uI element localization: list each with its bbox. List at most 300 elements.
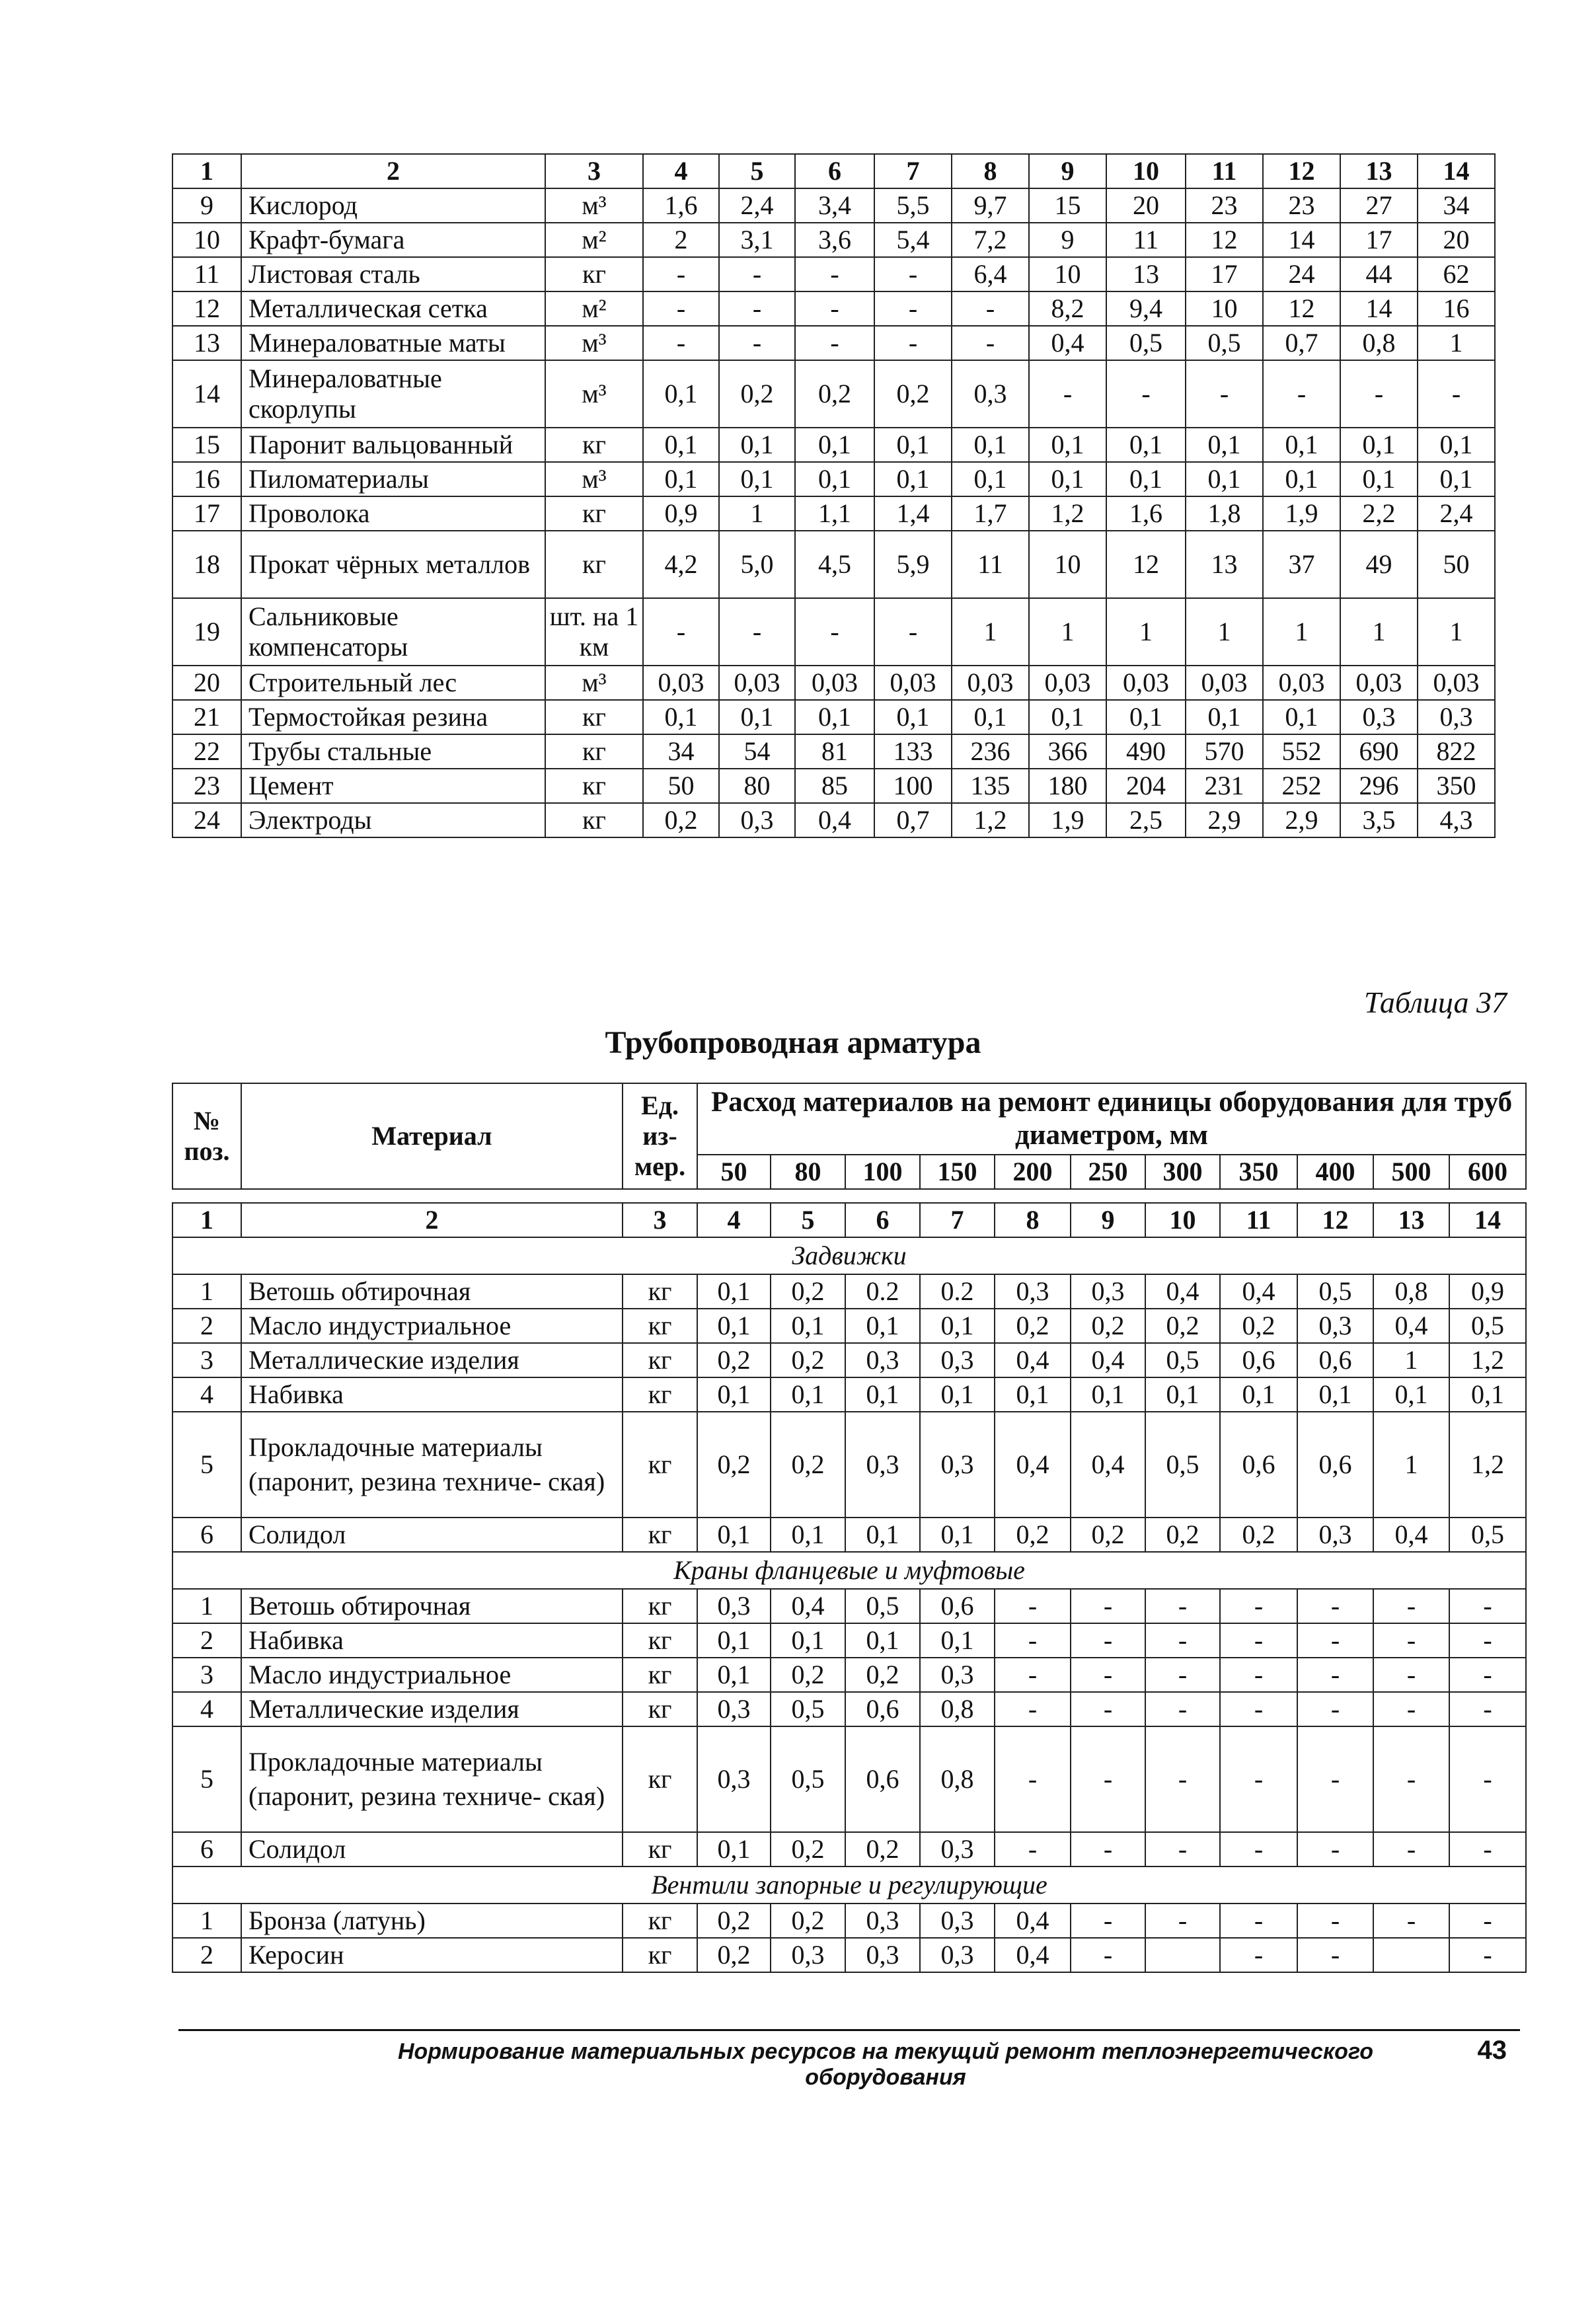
value-cell: 0,1 xyxy=(1449,1377,1526,1412)
value-cell: 0,1 xyxy=(1029,462,1106,496)
value-cell: 0,1 xyxy=(920,1518,995,1552)
row-number: 22 xyxy=(172,734,241,769)
value-cell: 0,2 xyxy=(1071,1309,1145,1343)
table-row xyxy=(172,1904,1526,1938)
value-cell: 0,2 xyxy=(995,1518,1071,1552)
value-cell: - xyxy=(1071,1658,1145,1692)
value-cell: 1,2 xyxy=(1029,496,1106,531)
value-cell: 0,4 xyxy=(1029,326,1106,360)
value-cell: - xyxy=(1071,1726,1145,1832)
value-cell: 54 xyxy=(719,734,795,769)
diameter-header: 80 xyxy=(771,1155,845,1189)
value-cell: 50 xyxy=(1418,531,1495,598)
table-row xyxy=(172,223,1572,257)
value-cell: - xyxy=(1220,1832,1297,1866)
table-row xyxy=(172,291,1572,326)
value-cell: - xyxy=(1449,1832,1526,1866)
material-name: Ветошь обтирочная xyxy=(241,1274,623,1309)
column-number: 11 xyxy=(1220,1203,1297,1237)
table-row xyxy=(172,1726,1526,1832)
value-cell: 20 xyxy=(1106,188,1186,223)
material-name: Набивка xyxy=(241,1623,623,1658)
head-material: Материал xyxy=(241,1083,623,1189)
value-cell: - xyxy=(1449,1938,1526,1972)
column-number: 1 xyxy=(172,154,241,188)
value-cell: 1 xyxy=(1418,326,1495,360)
value-cell: 0,3 xyxy=(920,1343,995,1377)
value-cell: 0,9 xyxy=(643,496,719,531)
material-name: Бронза (латунь) xyxy=(241,1904,623,1938)
diameter-header: 250 xyxy=(1071,1155,1145,1189)
value-cell: - xyxy=(1449,1692,1526,1726)
value-cell: 0,03 xyxy=(719,666,795,700)
table-row xyxy=(172,531,1572,598)
value-cell: - xyxy=(643,598,719,666)
value-cell: 4,3 xyxy=(1418,803,1495,837)
value-cell: 2,5 xyxy=(1106,803,1186,837)
value-cell: 0,3 xyxy=(920,1832,995,1866)
value-cell: 236 xyxy=(952,734,1029,769)
diameter-header: 400 xyxy=(1297,1155,1373,1189)
value-cell: 17 xyxy=(1340,223,1418,257)
value-cell: 0,03 xyxy=(1186,666,1263,700)
value-cell: 0,2 xyxy=(1071,1518,1145,1552)
column-number: 4 xyxy=(697,1203,771,1237)
unit: кг xyxy=(623,1589,697,1623)
table-row xyxy=(172,598,1572,666)
value-cell: 0.2 xyxy=(845,1274,920,1309)
column-number: 8 xyxy=(995,1203,1071,1237)
value-cell: 0,2 xyxy=(697,1938,771,1972)
value-cell: 0,3 xyxy=(1340,700,1418,734)
value-cell: - xyxy=(719,598,795,666)
materials-table-continued xyxy=(172,153,1573,838)
unit: кг xyxy=(545,531,643,598)
row-number: 16 xyxy=(172,462,241,496)
material-name: Металлические изделия xyxy=(241,1343,623,1377)
value-cell: - xyxy=(795,326,874,360)
section-row xyxy=(172,1237,1526,1274)
value-cell: - xyxy=(874,291,952,326)
value-cell: 0,1 xyxy=(771,1377,845,1412)
value-cell: 3,1 xyxy=(719,223,795,257)
table-row xyxy=(172,326,1572,360)
value-cell: 4,2 xyxy=(643,531,719,598)
value-cell: 0,8 xyxy=(920,1726,995,1832)
column-number: 8 xyxy=(952,154,1029,188)
value-cell: 0,3 xyxy=(995,1274,1071,1309)
value-cell: 0,3 xyxy=(952,360,1029,428)
value-cell: 10 xyxy=(1186,291,1263,326)
value-cell: - xyxy=(1297,1589,1373,1623)
value-cell: 1,8 xyxy=(1186,496,1263,531)
column-number: 2 xyxy=(241,154,545,188)
value-cell: 0,2 xyxy=(643,803,719,837)
value-cell: 0,4 xyxy=(1145,1274,1220,1309)
value-cell: 0,1 xyxy=(845,1309,920,1343)
value-cell: 0.2 xyxy=(920,1274,995,1309)
value-cell: 0,6 xyxy=(920,1589,995,1623)
table-row xyxy=(172,462,1572,496)
column-number: 2 xyxy=(241,1203,623,1237)
value-cell: 0,2 xyxy=(697,1412,771,1518)
value-cell: - xyxy=(1220,1589,1297,1623)
row-number: 12 xyxy=(172,291,241,326)
value-cell: 0,6 xyxy=(1297,1412,1373,1518)
row-number: 3 xyxy=(172,1658,241,1692)
material-name: Термостойкая резина xyxy=(241,700,545,734)
section-row xyxy=(172,1552,1526,1589)
value-cell: 0,3 xyxy=(1418,700,1495,734)
table-row xyxy=(172,1377,1526,1412)
value-cell: 12 xyxy=(1106,531,1186,598)
value-cell: 0,2 xyxy=(1220,1309,1297,1343)
value-cell: 0,1 xyxy=(1145,1377,1220,1412)
value-cell: 1,6 xyxy=(1106,496,1186,531)
value-cell: 1 xyxy=(1186,598,1263,666)
column-number: 13 xyxy=(1340,154,1418,188)
value-cell: 0,3 xyxy=(697,1726,771,1832)
value-cell: 1,1 xyxy=(795,496,874,531)
value-cell: 13 xyxy=(1106,257,1186,291)
unit: кг xyxy=(623,1623,697,1658)
value-cell: - xyxy=(1340,360,1418,428)
table-row xyxy=(172,700,1572,734)
value-cell: 81 xyxy=(795,734,874,769)
value-cell: 350 xyxy=(1418,769,1495,803)
diameter-header: 500 xyxy=(1373,1155,1449,1189)
value-cell: 0,1 xyxy=(1418,462,1495,496)
table-row xyxy=(172,1274,1526,1309)
value-cell: 0,5 xyxy=(1106,326,1186,360)
row-number: 2 xyxy=(172,1623,241,1658)
value-cell: - xyxy=(1297,1904,1373,1938)
value-cell: 0,6 xyxy=(845,1692,920,1726)
value-cell: 0,1 xyxy=(697,1377,771,1412)
value-cell: 9,4 xyxy=(1106,291,1186,326)
value-cell: 0,5 xyxy=(771,1726,845,1832)
value-cell: 2 xyxy=(643,223,719,257)
value-cell: 0,1 xyxy=(697,1623,771,1658)
column-number: 10 xyxy=(1145,1203,1220,1237)
value-cell: 0,3 xyxy=(845,1343,920,1377)
unit: кг xyxy=(623,1658,697,1692)
column-number: 10 xyxy=(1106,154,1186,188)
column-number: 4 xyxy=(643,154,719,188)
column-number: 5 xyxy=(719,154,795,188)
value-cell: - xyxy=(1071,1692,1145,1726)
value-cell: - xyxy=(643,257,719,291)
value-cell: 9,7 xyxy=(952,188,1029,223)
value-cell: - xyxy=(1449,1623,1526,1658)
row-number: 13 xyxy=(172,326,241,360)
value-cell: 0,4 xyxy=(771,1589,845,1623)
row-number: 11 xyxy=(172,257,241,291)
value-cell: 1,9 xyxy=(1263,496,1340,531)
value-cell: 0,4 xyxy=(1071,1412,1145,1518)
value-cell: 204 xyxy=(1106,769,1186,803)
value-cell: 0,1 xyxy=(1106,462,1186,496)
value-cell: 0,3 xyxy=(920,1412,995,1518)
value-cell: 0,1 xyxy=(995,1377,1071,1412)
value-cell: 0,3 xyxy=(771,1938,845,1972)
value-cell: 0,5 xyxy=(1297,1274,1373,1309)
value-cell: 0,2 xyxy=(771,1658,845,1692)
value-cell: - xyxy=(1145,1726,1220,1832)
value-cell: 0,4 xyxy=(1220,1274,1297,1309)
value-cell: 10 xyxy=(1029,257,1106,291)
material-name: Паронит вальцованный xyxy=(241,428,545,462)
material-name: Металлическая сетка xyxy=(241,291,545,326)
value-cell: 0,1 xyxy=(1263,462,1340,496)
value-cell: 16 xyxy=(1418,291,1495,326)
value-cell: 0,03 xyxy=(874,666,952,700)
value-cell: - xyxy=(795,291,874,326)
value-cell: 0,1 xyxy=(643,700,719,734)
material-name: Проволока xyxy=(241,496,545,531)
unit: м³ xyxy=(545,188,643,223)
value-cell: 0,3 xyxy=(845,1412,920,1518)
value-cell: 0,1 xyxy=(1340,462,1418,496)
value-cell: 0,1 xyxy=(697,1518,771,1552)
value-cell: 0,3 xyxy=(845,1938,920,1972)
value-cell: 366 xyxy=(1029,734,1106,769)
value-cell: 0,1 xyxy=(1418,428,1495,462)
value-cell: 0,1 xyxy=(1106,700,1186,734)
material-name: Строительный лес xyxy=(241,666,545,700)
value-cell: 0,2 xyxy=(771,1412,845,1518)
unit: кг xyxy=(545,734,643,769)
value-cell: 0,2 xyxy=(697,1343,771,1377)
value-cell: 0,4 xyxy=(995,1938,1071,1972)
row-number: 24 xyxy=(172,803,241,837)
table-row xyxy=(172,496,1572,531)
value-cell: 180 xyxy=(1029,769,1106,803)
value-cell: 822 xyxy=(1418,734,1495,769)
value-cell: 0,1 xyxy=(845,1623,920,1658)
unit: кг xyxy=(545,496,643,531)
material-name: Металлические изделия xyxy=(241,1692,623,1726)
value-cell: 0,1 xyxy=(920,1623,995,1658)
value-cell: - xyxy=(952,291,1029,326)
value-cell: - xyxy=(1297,1726,1373,1832)
value-cell: - xyxy=(1071,1589,1145,1623)
unit: м³ xyxy=(545,462,643,496)
column-number: 3 xyxy=(623,1203,697,1237)
value-cell: 0,1 xyxy=(643,360,719,428)
value-cell: 0,8 xyxy=(920,1692,995,1726)
value-cell: 0,1 xyxy=(1297,1377,1373,1412)
material-name: Керосин xyxy=(241,1938,623,1972)
value-cell: 100 xyxy=(874,769,952,803)
value-cell: 44 xyxy=(1340,257,1418,291)
diameter-header: 300 xyxy=(1145,1155,1220,1189)
value-cell: - xyxy=(1220,1692,1297,1726)
value-cell: 12 xyxy=(1186,223,1263,257)
value-cell: 0,1 xyxy=(1186,700,1263,734)
value-cell: - xyxy=(874,326,952,360)
head-pos: № поз. xyxy=(172,1083,241,1189)
value-cell xyxy=(1373,1938,1449,1972)
value-cell: 1,2 xyxy=(952,803,1029,837)
value-cell: 0,1 xyxy=(1220,1377,1297,1412)
value-cell: 3,5 xyxy=(1340,803,1418,837)
section-title: Вентили запорные и регулирующие xyxy=(172,1866,1526,1904)
value-cell: - xyxy=(1449,1589,1526,1623)
value-cell: 1 xyxy=(1340,598,1418,666)
value-cell: 1 xyxy=(719,496,795,531)
value-cell: 1,6 xyxy=(643,188,719,223)
column-number: 6 xyxy=(845,1203,920,1237)
value-cell: 0,1 xyxy=(952,462,1029,496)
value-cell: - xyxy=(1297,1623,1373,1658)
value-cell: 5,9 xyxy=(874,531,952,598)
value-cell: 0,2 xyxy=(719,360,795,428)
value-cell: 0,03 xyxy=(1263,666,1340,700)
material-name: Минераловатные маты xyxy=(241,326,545,360)
value-cell: 0,1 xyxy=(845,1377,920,1412)
value-cell: 0,03 xyxy=(1106,666,1186,700)
value-cell: - xyxy=(1220,1726,1297,1832)
value-cell: 570 xyxy=(1186,734,1263,769)
row-number: 6 xyxy=(172,1518,241,1552)
fittings-table xyxy=(172,1202,1527,1973)
value-cell: 10 xyxy=(1029,531,1106,598)
material-name: Солидол xyxy=(241,1832,623,1866)
value-cell: 0,5 xyxy=(771,1692,845,1726)
value-cell: 0,6 xyxy=(1297,1343,1373,1377)
value-cell: 0,1 xyxy=(697,1274,771,1309)
unit: кг xyxy=(623,1938,697,1972)
value-cell: 0,9 xyxy=(1449,1274,1526,1309)
column-number: 12 xyxy=(1297,1203,1373,1237)
value-cell: - xyxy=(1373,1623,1449,1658)
value-cell: 0,03 xyxy=(1029,666,1106,700)
unit: кг xyxy=(623,1832,697,1866)
value-cell: 0,1 xyxy=(697,1658,771,1692)
value-cell: - xyxy=(1220,1938,1297,1972)
section-title: Задвижки xyxy=(172,1237,1526,1274)
row-number: 6 xyxy=(172,1832,241,1866)
unit: кг xyxy=(623,1726,697,1832)
value-cell: - xyxy=(1071,1832,1145,1866)
value-cell: - xyxy=(1220,1904,1297,1938)
row-number: 18 xyxy=(172,531,241,598)
row-number: 17 xyxy=(172,496,241,531)
value-cell: 13 xyxy=(1186,531,1263,598)
value-cell: 5,4 xyxy=(874,223,952,257)
value-cell: 14 xyxy=(1263,223,1340,257)
value-cell: 0,4 xyxy=(995,1343,1071,1377)
table-row xyxy=(172,188,1572,223)
table-row xyxy=(172,1832,1526,1866)
value-cell: 0,03 xyxy=(1418,666,1495,700)
column-number: 9 xyxy=(1071,1203,1145,1237)
column-number: 7 xyxy=(920,1203,995,1237)
value-cell: 0,2 xyxy=(771,1343,845,1377)
value-cell: 0,1 xyxy=(920,1377,995,1412)
value-cell: 0,03 xyxy=(1340,666,1418,700)
diameter-header: 100 xyxy=(845,1155,920,1189)
value-cell: - xyxy=(643,291,719,326)
material-name: Минераловатные скорлупы xyxy=(241,360,545,428)
value-cell: 552 xyxy=(1263,734,1340,769)
value-cell: 0,4 xyxy=(1373,1518,1449,1552)
value-cell: 1 xyxy=(1029,598,1106,666)
diameter-header: 350 xyxy=(1220,1155,1297,1189)
column-number: 13 xyxy=(1373,1203,1449,1237)
value-cell: 1 xyxy=(1373,1412,1449,1518)
value-cell: 5,0 xyxy=(719,531,795,598)
value-cell: 0,2 xyxy=(995,1309,1071,1343)
section-title: Краны фланцевые и муфтовые xyxy=(172,1552,1526,1589)
value-cell: 1 xyxy=(1263,598,1340,666)
value-cell: 133 xyxy=(874,734,952,769)
value-cell: 0,1 xyxy=(1186,462,1263,496)
value-cell: 1,7 xyxy=(952,496,1029,531)
row-number: 3 xyxy=(172,1343,241,1377)
value-cell: - xyxy=(1373,1658,1449,1692)
value-cell: 0,3 xyxy=(1297,1518,1373,1552)
value-cell: 0,1 xyxy=(1340,428,1418,462)
value-cell: 17 xyxy=(1186,257,1263,291)
unit: кг xyxy=(623,1412,697,1518)
value-cell: - xyxy=(1071,1623,1145,1658)
row-number: 2 xyxy=(172,1309,241,1343)
value-cell: - xyxy=(1145,1589,1220,1623)
column-number: 5 xyxy=(771,1203,845,1237)
unit: кг xyxy=(623,1518,697,1552)
table-row xyxy=(172,1692,1526,1726)
value-cell: 0,3 xyxy=(845,1904,920,1938)
value-cell: - xyxy=(1220,1623,1297,1658)
value-cell: - xyxy=(995,1589,1071,1623)
value-cell: 0,1 xyxy=(920,1309,995,1343)
value-cell: 0,5 xyxy=(1449,1518,1526,1552)
value-cell: 0,4 xyxy=(1071,1343,1145,1377)
value-cell: 2,4 xyxy=(719,188,795,223)
table-row xyxy=(172,1589,1526,1623)
value-cell: 1 xyxy=(1418,598,1495,666)
value-cell: 0,1 xyxy=(1263,700,1340,734)
value-cell: 0,1 xyxy=(1029,428,1106,462)
value-cell: 4,5 xyxy=(795,531,874,598)
material-name: Цемент xyxy=(241,769,545,803)
value-cell: - xyxy=(1145,1623,1220,1658)
value-cell: - xyxy=(995,1623,1071,1658)
material-name: Электроды xyxy=(241,803,545,837)
value-cell: 0,2 xyxy=(1145,1309,1220,1343)
value-cell: 690 xyxy=(1340,734,1418,769)
value-cell: 0,1 xyxy=(795,462,874,496)
value-cell: - xyxy=(1186,360,1263,428)
value-cell: 0,1 xyxy=(1071,1377,1145,1412)
material-name: Пиломатериалы xyxy=(241,462,545,496)
value-cell: 0,1 xyxy=(771,1518,845,1552)
value-cell: - xyxy=(1220,1658,1297,1692)
diameter-header: 600 xyxy=(1449,1155,1526,1189)
value-cell: 0,8 xyxy=(1340,326,1418,360)
value-cell: - xyxy=(1263,360,1340,428)
value-cell: - xyxy=(1297,1938,1373,1972)
row-number: 9 xyxy=(172,188,241,223)
value-cell: - xyxy=(1373,1692,1449,1726)
value-cell: - xyxy=(1449,1726,1526,1832)
row-number: 4 xyxy=(172,1377,241,1412)
value-cell: 0,6 xyxy=(1220,1343,1297,1377)
value-cell: 5,5 xyxy=(874,188,952,223)
value-cell: - xyxy=(1297,1692,1373,1726)
